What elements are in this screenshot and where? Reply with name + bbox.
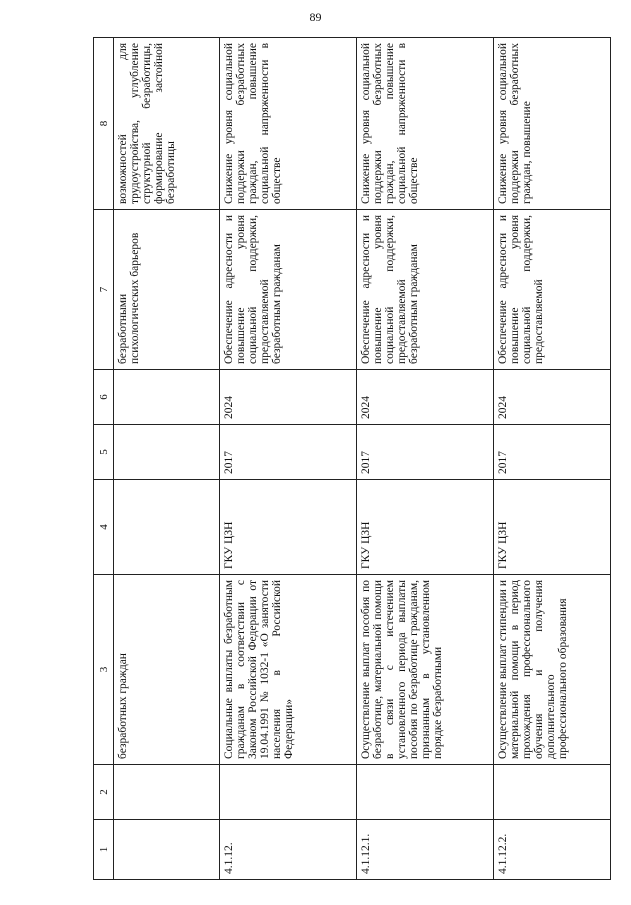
start-year: 2017 xyxy=(220,425,357,480)
expected-result: безработными психологических барьеров xyxy=(114,210,220,370)
header-cell: 1 xyxy=(94,820,114,880)
header-cell: 6 xyxy=(94,370,114,425)
header-cell: 8 xyxy=(94,38,114,210)
table-row xyxy=(357,38,494,880)
measure-name: безработных граждан xyxy=(114,575,220,765)
row-number: 4.1.12.1. xyxy=(357,820,494,880)
expected-result: Обеспечение адресности и повышение уровня социальной поддержки, предоставляемой xyxy=(494,210,611,370)
rotated-table-wrapper xyxy=(93,38,569,880)
measure-name: Социальные выплаты безработным гражданам в соответствии с Законом Российской Федерации от 19.04.1991 № 1032-1 «О занятости населения в Российской Федерации» xyxy=(220,575,357,765)
executor: ГКУ ЦЗН xyxy=(494,480,611,575)
expected-result: Обеспечение адресности и повышение уровня социальной поддержки, предоставляемой безработным гражданам xyxy=(220,210,357,370)
start-year xyxy=(114,425,220,480)
end-year: 2024 xyxy=(220,370,357,425)
executor: ГКУ ЦЗН xyxy=(357,480,494,575)
row-number: 4.1.12.2. xyxy=(494,820,611,880)
executor xyxy=(114,480,220,575)
start-year: 2017 xyxy=(357,425,494,480)
header-cell: 7 xyxy=(94,210,114,370)
header-cell: 5 xyxy=(94,425,114,480)
header-cell: 2 xyxy=(94,765,114,820)
table-row xyxy=(220,38,357,880)
row-number xyxy=(114,820,220,880)
non-implementation-effect: Снижение уровня социальной поддержки безработных граждан, повышение xyxy=(494,38,611,210)
non-implementation-effect: возможностей для трудоустройства, углубление структурной безработицы, формирование застойной безработицы xyxy=(114,38,220,210)
non-implementation-effect: Снижение уровня социальной поддержки безработных граждан, повышение социальной напряженности в обществе xyxy=(357,38,494,210)
row-number: 4.1.12. xyxy=(220,820,357,880)
row-col2 xyxy=(114,765,220,820)
table-row xyxy=(494,38,611,880)
end-year xyxy=(114,370,220,425)
executor: ГКУ ЦЗН xyxy=(220,480,357,575)
end-year: 2024 xyxy=(357,370,494,425)
header-row xyxy=(94,38,114,880)
end-year: 2024 xyxy=(494,370,611,425)
measure-name: Осуществление выплат стипендии и материальной помощи в период прохождения профессионального обучения и получения дополнительного профессионального образования xyxy=(494,575,611,765)
header-cell: 3 xyxy=(94,575,114,765)
header-cell: 4 xyxy=(94,480,114,575)
page-number: 89 xyxy=(309,10,322,24)
expected-result: Обеспечение адресности и повышение уровня социальной поддержки, предоставляемой безработным гражданам xyxy=(357,210,494,370)
measure-name: Осуществление выплат пособия по безработице, материальной помощи в связи с истечением установленного периода выплаты пособия по безработице гражданам, признанным в установленном порядке безработными xyxy=(357,575,494,765)
start-year: 2017 xyxy=(494,425,611,480)
row-col2 xyxy=(494,765,611,820)
non-implementation-effect: Снижение уровня социальной поддержки безработных граждан, повышение социальной напряженности в обществе xyxy=(220,38,357,210)
row-col2 xyxy=(220,765,357,820)
row-col2 xyxy=(357,765,494,820)
measures-table xyxy=(93,37,611,880)
table-row xyxy=(114,38,220,880)
